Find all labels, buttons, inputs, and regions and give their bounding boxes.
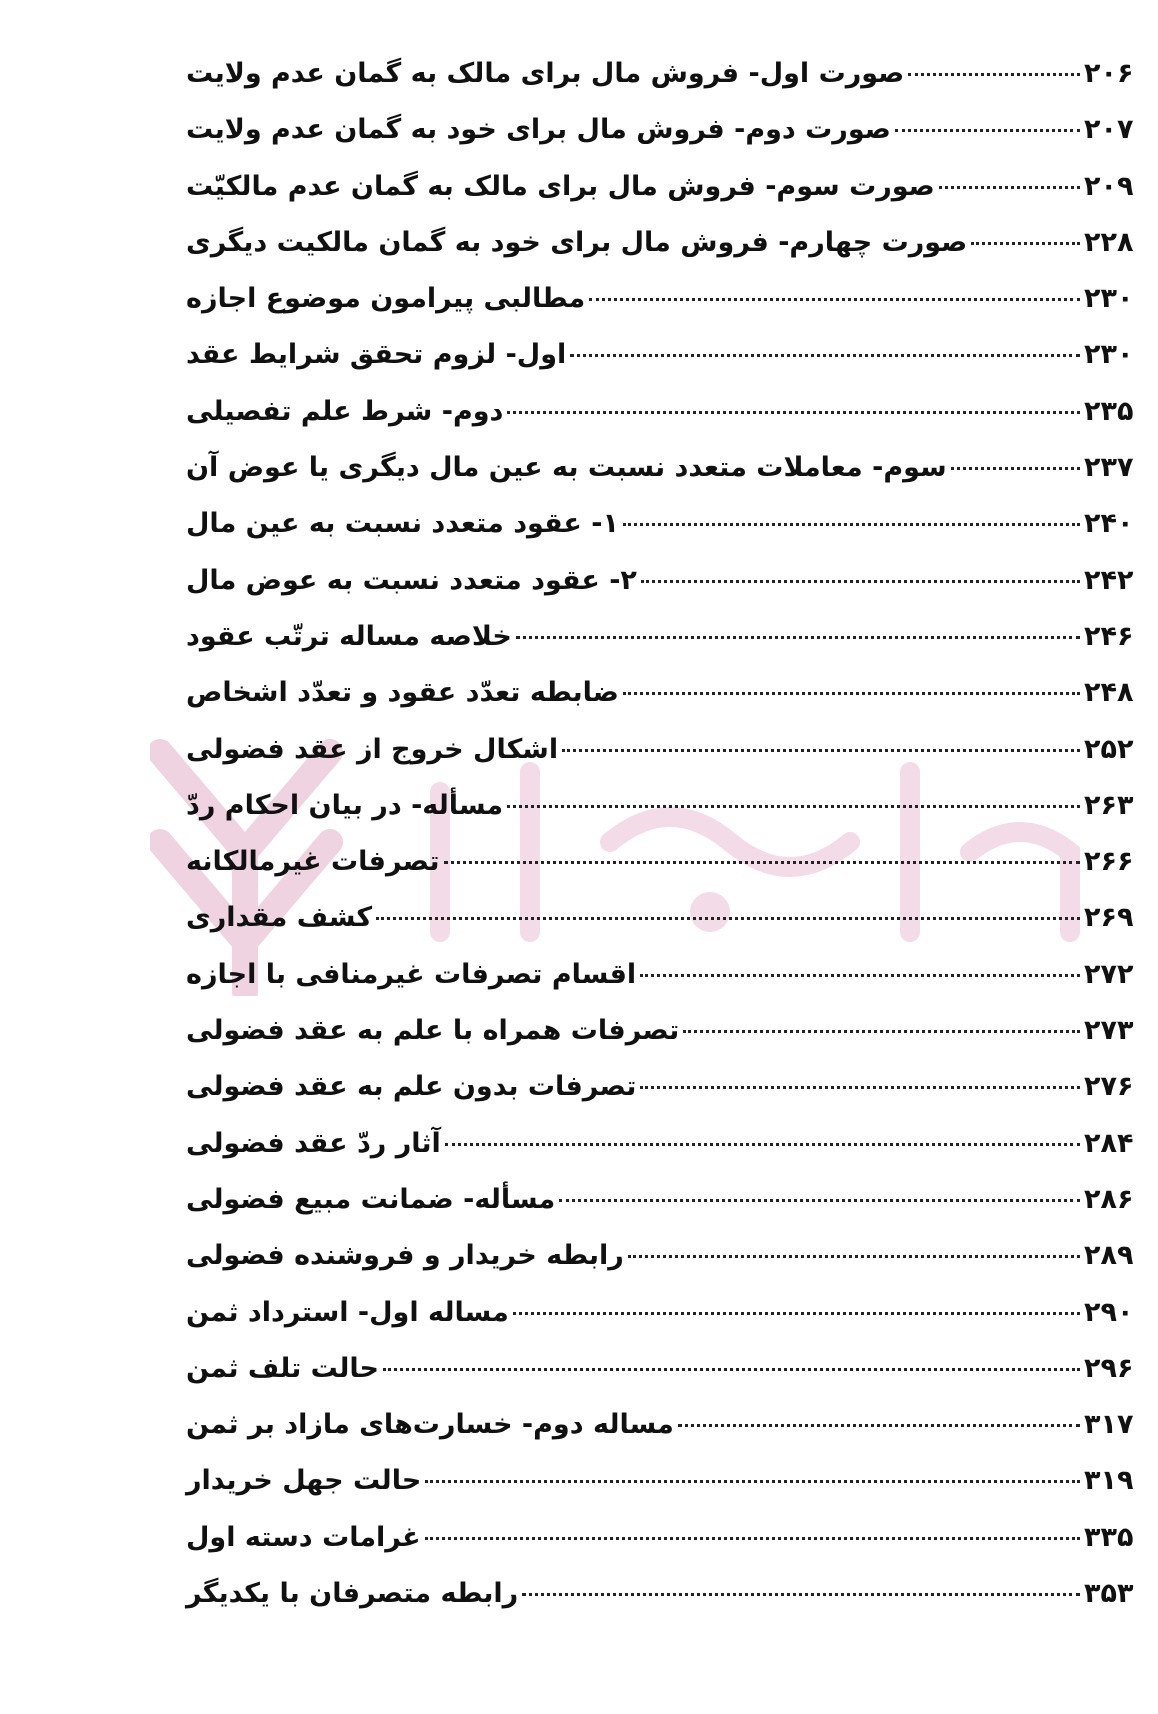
toc-entry-page: ۲۰۶ [1084,58,1134,89]
toc-entry [180,734,1142,790]
toc-entry-page: ۲۵۲ [1084,733,1134,765]
toc-entry-page: ۲۰۹ [1084,170,1134,202]
toc-entry-title: رابطه متصرفان با یکدیگر [186,1578,519,1610]
toc-entry [180,339,1142,395]
dot-leader [559,1198,1080,1202]
toc-entry-title: سوم- معاملات متعدد نسبت به عین مال دیگری یا عوض آن [186,452,947,484]
toc-entry [180,1240,1142,1296]
toc-entry-title: صورت چهارم- فروش مال برای خود به گمان مالکیت دیگری [186,226,968,258]
toc-entry [180,677,1142,733]
toc-entry [180,508,1142,564]
dot-leader [640,1085,1080,1089]
toc-entry-title: مطالبی پیرامون موضوع اجازه [186,283,586,315]
toc-entry-title: رابطه خریدار و فروشنده فضولی [186,1240,624,1272]
dot-leader [507,410,1080,414]
toc-entry-title: آثار ردّ عقد فضولی [186,1127,441,1159]
dot-leader [513,1311,1080,1315]
dot-leader [562,748,1080,752]
toc-entry-page: ۳۳۵ [1084,1521,1134,1553]
toc-entry [180,1465,1142,1521]
toc-entry-page: ۲۴۶ [1084,620,1134,652]
toc-entry [180,58,1142,114]
toc-entry-title: اول- لزوم تحقق شرایط عقد [186,339,567,371]
table-of-contents [180,58,1142,1634]
toc-entry-page: ۲۶۳ [1084,789,1134,821]
toc-entry [180,846,1142,902]
toc-entry-page: ۲۸۶ [1084,1183,1134,1215]
toc-entry-title: حالت جهل خریدار [186,1465,422,1497]
toc-entry-title: اشکال خروج از عقد فضولی [186,733,559,765]
toc-entry-page: ۲۹۰ [1084,1296,1134,1328]
toc-entry-title: صورت سوم- فروش مال برای مالک به گمان عدم مالکیّت [186,170,935,202]
dot-leader [376,916,1080,920]
dot-leader [425,1536,1080,1540]
toc-entry-title: غرامات دسته اول [186,1521,421,1553]
toc-entry-page: ۲۷۳ [1084,1015,1134,1047]
toc-entry-title: صورت دوم- فروش مال برای خود به گمان عدم ولایت [186,114,891,146]
toc-entry-page: ۲۴۰ [1084,508,1134,540]
dot-leader [507,804,1080,808]
toc-entry [180,790,1142,846]
toc-entry-title: کشف مقداری [186,902,373,934]
toc-entry [180,1015,1142,1071]
dot-leader [641,579,1080,583]
dot-leader [623,691,1080,695]
dot-leader [951,466,1080,470]
toc-entry [180,1071,1142,1127]
toc-entry [180,114,1142,170]
toc-entry-page: ۲۳۰ [1084,339,1134,371]
toc-entry-page: ۲۴۲ [1084,564,1134,596]
toc-entry-title: مساله دوم- خسارت‌های مازاد بر ثمن [186,1409,674,1441]
toc-entry-page: ۲۲۸ [1084,226,1134,258]
dot-leader [908,72,1080,76]
toc-entry [180,1522,1142,1578]
dot-leader [683,1029,1080,1033]
toc-entry [180,902,1142,958]
toc-entry [180,1297,1142,1353]
toc-entry [180,565,1142,621]
toc-entry [180,959,1142,1015]
toc-entry [180,1353,1142,1409]
toc-entry-title: تصرفات همراه با علم به عقد فضولی [186,1015,680,1047]
toc-entry-page: ۲۶۹ [1084,902,1134,934]
toc-entry-page: ۲۹۶ [1084,1352,1134,1384]
toc-entry-title: خلاصه مساله ترتّب عقود [186,620,512,652]
toc-entry-page: ۳۱۹ [1084,1465,1134,1497]
toc-entry-title: مسأله- ضمانت مبیع فضولی [186,1183,556,1215]
dot-leader [570,353,1080,357]
toc-entry [180,1578,1142,1634]
toc-entry [180,171,1142,227]
dot-leader [444,860,1081,864]
toc-entry [180,1184,1142,1240]
dot-leader [383,1367,1080,1371]
toc-entry-page: ۲۶۶ [1084,846,1134,878]
dot-leader [522,1592,1080,1596]
toc-entry-page: ۲۷۲ [1084,958,1134,990]
dot-leader [516,635,1080,639]
toc-entry-title: تصرفات غیرمالکانه [186,846,440,878]
toc-entry [180,452,1142,508]
dot-leader [678,1423,1080,1427]
toc-entry-page: ۲۷۶ [1084,1071,1134,1103]
dot-leader [971,241,1080,245]
toc-entry [180,1409,1142,1465]
toc-entry-page: ۳۵۳ [1084,1578,1134,1610]
toc-entry-page: ۲۳۰ [1084,283,1134,315]
toc-entry-title: تصرفات بدون علم به عقد فضولی [186,1071,637,1103]
dot-leader [939,185,1080,189]
toc-entry-title: دوم- شرط علم تفصیلی [186,395,504,427]
dot-leader [628,1254,1080,1258]
toc-entry-title: ضابطه تعدّد عقود و تعدّد اشخاص [186,677,619,709]
dot-leader [640,973,1080,977]
toc-entry-page: ۳۱۷ [1084,1409,1134,1441]
dot-leader [623,522,1080,526]
toc-entry-title: ۱- عقود متعدد نسبت به عین مال [186,508,619,540]
toc-entry [180,1128,1142,1184]
toc-entry-title: مسأله- در بیان احکام ردّ [186,789,504,821]
dot-leader [425,1479,1080,1483]
toc-entry-title: ۲- عقود متعدد نسبت به عوض مال [186,564,637,596]
toc-entry [180,396,1142,452]
toc-entry-title: مساله اول- استرداد ثمن [186,1296,509,1328]
dot-leader [445,1142,1080,1146]
dot-leader [589,297,1080,301]
toc-entry-page: ۲۰۷ [1084,114,1134,146]
toc-entry [180,621,1142,677]
toc-entry-page: ۲۴۸ [1084,677,1134,709]
dot-leader [895,128,1080,132]
toc-entry [180,283,1142,339]
toc-entry-page: ۲۸۴ [1084,1127,1134,1159]
toc-entry [180,227,1142,283]
toc-entry-title: حالت تلف ثمن [186,1352,379,1384]
toc-entry-page: ۲۸۹ [1084,1240,1134,1272]
toc-entry-page: ۲۳۷ [1084,452,1134,484]
toc-entry-page: ۲۳۵ [1084,395,1134,427]
toc-entry-title: اقسام تصرفات غیرمنافی با اجازه [186,958,637,990]
toc-entry-title: صورت اول- فروش مال برای مالک به گمان عدم ولایت [186,58,905,89]
